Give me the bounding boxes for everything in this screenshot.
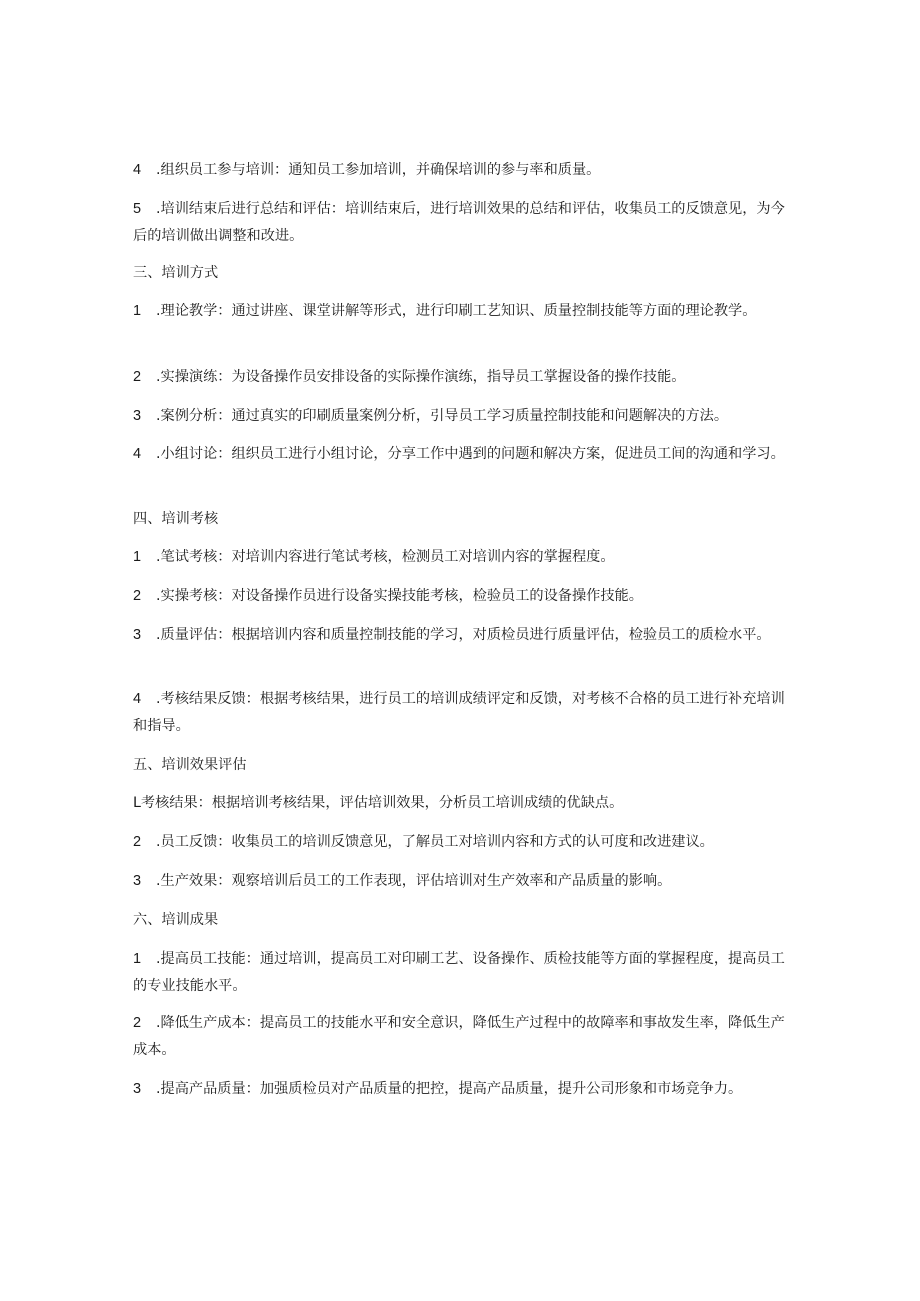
item-text: .考核结果反馈：根据考核结果，进行员工的培训成绩评定和反馈，对考核不合格的员工进行补充培训和指导。 xyxy=(133,691,785,734)
item-text: .降低生产成本：提高员工的技能水平和安全意识，降低生产过程中的故障率和事故发生率，降低生产成本。 xyxy=(133,1015,785,1058)
item-text: .培训结束后进行总结和评估：培训结束后，进行培训效果的总结和评估，收集员工的反馈意见，为今后的培训做出调整和改进。 xyxy=(133,201,785,244)
item-text: .生产效果：观察培训后员工的工作表现，评估培训对生产效率和产品质量的影响。 xyxy=(156,873,672,889)
item-text: .提高产品质量：加强质检员对产品质量的把控，提高产品质量，提升公司形象和市场竞争力。 xyxy=(156,1081,743,1097)
list-item xyxy=(133,157,788,184)
item-text: .理论教学：通过讲座、课堂讲解等形式，进行印刷工艺知识、质量控制技能等方面的理论教学。 xyxy=(156,303,757,319)
item-number: 3 xyxy=(133,627,142,643)
section-heading: 三、培训方式 xyxy=(133,265,219,281)
item-number: 5 xyxy=(133,201,142,217)
item-text: .组织员工参与培训：通知员工参加培训，并确保培训的参与率和质量。 xyxy=(156,162,601,178)
item-text: .实操考核：对设备操作员进行设备实操技能考核，检验员工的设备操作技能。 xyxy=(156,588,643,604)
item-number: 4 xyxy=(133,691,142,707)
item-number: 1 xyxy=(133,549,142,565)
item-text: .员工反馈：收集员工的培训反馈意见，了解员工对培训内容和方式的认可度和改进建议。 xyxy=(156,834,714,850)
item-number: 4 xyxy=(133,446,142,462)
list-item xyxy=(133,364,788,391)
item-text: .案例分析：通过真实的印刷质量案例分析，引导员工学习质量控制技能和问题解决的方法。 xyxy=(156,408,729,424)
item-number: 2 xyxy=(133,834,142,850)
item-number: 3 xyxy=(133,408,142,424)
list-item xyxy=(133,298,788,325)
list-item xyxy=(133,622,788,649)
item-number: 2 xyxy=(133,1015,142,1031)
list-item xyxy=(133,686,788,740)
list-item xyxy=(133,829,788,856)
item-number: 2 xyxy=(133,588,142,604)
item-text: .小组讨论：组织员工进行小组讨论，分享工作中遇到的问题和解决方案，促进员工间的沟通和学习。 xyxy=(156,446,785,462)
item-number: 1 xyxy=(133,951,142,967)
item-text: .实操演练：为设备操作员安排设备的实际操作演练，指导员工掌握设备的操作技能。 xyxy=(156,369,686,385)
item-text: .提高员工技能：通过培训，提高员工对印刷工艺、设备操作、质检技能等方面的掌握程度，提高员工的专业技能水平。 xyxy=(133,951,785,994)
item-text: .质量评估：根据培训内容和质量控制技能的学习，对质检员进行质量评估，检验员工的质检水平。 xyxy=(156,627,771,643)
item-text: L考核结果：根据培训考核结果，评估培训效果，分析员工培训成绩的优缺点。 xyxy=(133,795,624,811)
item-number: 4 xyxy=(133,162,142,178)
item-number: 3 xyxy=(133,873,142,889)
item-text: .笔试考核：对培训内容进行笔试考核，检测员工对培训内容的掌握程度。 xyxy=(156,549,615,565)
list-item xyxy=(133,196,788,250)
list-item xyxy=(133,1010,788,1064)
section-heading: 四、培训考核 xyxy=(133,511,219,527)
list-item xyxy=(133,583,788,610)
item-number: 1 xyxy=(133,303,142,319)
list-item xyxy=(133,790,788,817)
item-number: 2 xyxy=(133,369,142,385)
section-heading: 五、培训效果评估 xyxy=(133,757,247,773)
item-number: 3 xyxy=(133,1081,142,1097)
list-item xyxy=(133,946,788,1000)
list-item xyxy=(133,544,788,571)
list-item xyxy=(133,403,788,430)
list-item xyxy=(133,441,788,468)
list-item xyxy=(133,1076,788,1103)
list-item xyxy=(133,868,788,895)
section-heading: 六、培训成果 xyxy=(133,912,219,928)
